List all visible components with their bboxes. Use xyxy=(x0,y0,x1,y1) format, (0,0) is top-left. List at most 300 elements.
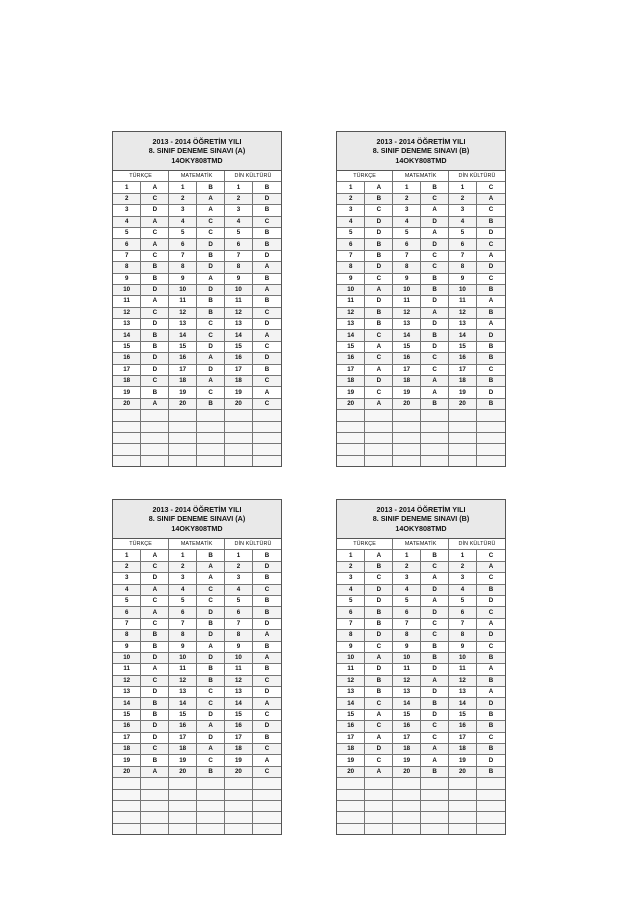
table-row xyxy=(113,744,281,755)
answer-letter: C xyxy=(421,353,449,364)
subject-header: DİN KÜLTÜRÜ xyxy=(225,171,282,182)
answer-letter: A xyxy=(252,755,281,766)
question-number: 7 xyxy=(393,250,421,261)
answer-letter: A xyxy=(421,205,449,216)
empty-cell xyxy=(337,455,365,466)
question-number: 7 xyxy=(449,250,477,261)
answer-letter: A xyxy=(476,687,505,698)
table-row xyxy=(337,250,505,261)
question-number: 11 xyxy=(337,296,365,307)
question-number: 8 xyxy=(225,630,253,641)
answer-letter: D xyxy=(197,652,225,663)
answer-letter: D xyxy=(197,364,225,375)
answer-letter: B xyxy=(476,398,505,409)
answer-letter: C xyxy=(476,364,505,375)
answer-letter: B xyxy=(197,618,225,629)
question-number: 8 xyxy=(337,262,365,273)
table-row xyxy=(337,755,505,766)
question-number: 2 xyxy=(169,193,197,204)
empty-cell xyxy=(225,444,253,455)
table-row xyxy=(337,709,505,720)
question-number: 18 xyxy=(169,744,197,755)
answer-letter: A xyxy=(252,630,281,641)
empty-cell xyxy=(337,444,365,455)
table-row xyxy=(113,216,281,227)
question-number: 4 xyxy=(337,584,365,595)
answer-letter: D xyxy=(141,353,169,364)
empty-cell xyxy=(365,800,393,811)
answer-letter: D xyxy=(141,687,169,698)
answer-key-card-a-top xyxy=(112,131,282,467)
question-number: 14 xyxy=(449,698,477,709)
empty-cell xyxy=(141,444,169,455)
question-number: 12 xyxy=(337,307,365,318)
answer-letter: D xyxy=(421,239,449,250)
question-number: 9 xyxy=(225,641,253,652)
question-number: 4 xyxy=(113,584,141,595)
table-row xyxy=(113,182,281,193)
answer-letter: D xyxy=(476,330,505,341)
answer-letter: C xyxy=(365,641,393,652)
question-number: 3 xyxy=(337,573,365,584)
answer-letter: A xyxy=(365,550,393,561)
question-number: 10 xyxy=(225,284,253,295)
answer-letter: D xyxy=(421,709,449,720)
answer-letter: C xyxy=(421,262,449,273)
question-number: 18 xyxy=(225,744,253,755)
table-row xyxy=(113,364,281,375)
subject-header: DİN KÜLTÜRÜ xyxy=(225,539,282,550)
question-number: 1 xyxy=(225,182,253,193)
answer-letter: C xyxy=(197,595,225,606)
question-number: 11 xyxy=(169,296,197,307)
question-number: 17 xyxy=(113,364,141,375)
subject-header: MATEMATİK xyxy=(169,539,225,550)
empty-cell xyxy=(365,421,393,432)
empty-cell xyxy=(197,778,225,789)
question-number: 6 xyxy=(113,607,141,618)
answer-letter: A xyxy=(197,205,225,216)
answer-letter: B xyxy=(476,744,505,755)
question-number: 10 xyxy=(113,652,141,663)
answer-letter: D xyxy=(365,376,393,387)
answer-letter: B xyxy=(476,675,505,686)
table-row xyxy=(337,319,505,330)
answer-letter: D xyxy=(141,573,169,584)
answer-letter: D xyxy=(141,364,169,375)
question-number: 3 xyxy=(113,573,141,584)
answer-letter: D xyxy=(197,732,225,743)
answer-letter: B xyxy=(141,641,169,652)
empty-cell xyxy=(365,812,393,823)
question-number: 10 xyxy=(449,284,477,295)
table-row xyxy=(113,205,281,216)
empty-cell xyxy=(476,410,505,421)
empty-cell xyxy=(113,812,141,823)
question-number: 15 xyxy=(225,709,253,720)
answer-letter: A xyxy=(476,561,505,572)
answer-letter: C xyxy=(476,182,505,193)
question-number: 13 xyxy=(169,319,197,330)
table-row xyxy=(337,561,505,572)
answer-letter: C xyxy=(476,550,505,561)
question-number: 9 xyxy=(225,273,253,284)
question-number: 18 xyxy=(113,376,141,387)
question-number: 16 xyxy=(113,353,141,364)
empty-cell xyxy=(169,444,197,455)
empty-cell xyxy=(169,812,197,823)
answer-letter: C xyxy=(197,755,225,766)
answer-letter: D xyxy=(421,319,449,330)
table-row xyxy=(337,721,505,732)
answer-letter: B xyxy=(252,227,281,238)
answer-letter: B xyxy=(365,561,393,572)
empty-cell xyxy=(169,421,197,432)
table-row xyxy=(337,273,505,284)
answer-letter: D xyxy=(476,755,505,766)
table-row xyxy=(113,273,281,284)
question-number: 20 xyxy=(449,766,477,777)
answer-letter: A xyxy=(141,584,169,595)
empty-row xyxy=(337,432,505,443)
answer-letter: C xyxy=(252,744,281,755)
table-row xyxy=(113,227,281,238)
empty-cell xyxy=(169,410,197,421)
answer-letter: A xyxy=(141,766,169,777)
question-number: 6 xyxy=(393,239,421,250)
empty-row xyxy=(113,455,281,466)
empty-cell xyxy=(365,444,393,455)
table-row xyxy=(337,262,505,273)
answer-letter: A xyxy=(252,698,281,709)
question-number: 5 xyxy=(113,227,141,238)
question-number: 14 xyxy=(393,698,421,709)
answer-letter: D xyxy=(365,216,393,227)
answer-letter: C xyxy=(476,239,505,250)
table-row xyxy=(337,227,505,238)
table-row xyxy=(337,675,505,686)
empty-cell xyxy=(449,789,477,800)
answer-letter: D xyxy=(252,250,281,261)
empty-cell xyxy=(449,455,477,466)
answer-letter: A xyxy=(197,641,225,652)
answer-letter: A xyxy=(421,227,449,238)
empty-cell xyxy=(197,410,225,421)
question-number: 6 xyxy=(337,607,365,618)
answer-letter: A xyxy=(141,216,169,227)
table-row xyxy=(113,618,281,629)
empty-cell xyxy=(449,410,477,421)
question-number: 20 xyxy=(393,766,421,777)
question-number: 18 xyxy=(449,376,477,387)
question-number: 9 xyxy=(393,273,421,284)
answer-letter: B xyxy=(141,273,169,284)
empty-cell xyxy=(197,812,225,823)
table-row xyxy=(113,550,281,561)
question-number: 15 xyxy=(337,341,365,352)
empty-cell xyxy=(421,812,449,823)
answer-letter: C xyxy=(365,721,393,732)
question-number: 6 xyxy=(449,239,477,250)
question-number: 20 xyxy=(225,398,253,409)
answer-letter: A xyxy=(252,330,281,341)
table-row xyxy=(113,584,281,595)
answer-letter: D xyxy=(252,319,281,330)
question-number: 16 xyxy=(393,353,421,364)
empty-cell xyxy=(141,823,169,834)
answer-letter: D xyxy=(421,687,449,698)
question-number: 2 xyxy=(449,561,477,572)
answer-letter: A xyxy=(476,618,505,629)
empty-cell xyxy=(476,800,505,811)
question-number: 7 xyxy=(225,250,253,261)
answer-letter: C xyxy=(197,584,225,595)
answer-letter: C xyxy=(252,376,281,387)
answer-letter: B xyxy=(197,296,225,307)
question-number: 3 xyxy=(169,573,197,584)
answer-letter: D xyxy=(252,687,281,698)
answer-letter: C xyxy=(141,227,169,238)
question-number: 19 xyxy=(225,387,253,398)
question-number: 15 xyxy=(449,709,477,720)
answer-letter: A xyxy=(252,652,281,663)
answer-letter: C xyxy=(197,387,225,398)
question-number: 1 xyxy=(169,550,197,561)
question-number: 16 xyxy=(337,721,365,732)
question-number: 6 xyxy=(393,607,421,618)
answer-letter: B xyxy=(365,193,393,204)
answer-letter: D xyxy=(421,664,449,675)
empty-cell xyxy=(225,823,253,834)
question-number: 18 xyxy=(393,376,421,387)
answer-letter: B xyxy=(476,216,505,227)
empty-row xyxy=(337,812,505,823)
answer-letter: C xyxy=(365,205,393,216)
question-number: 1 xyxy=(393,550,421,561)
table-row xyxy=(337,341,505,352)
empty-cell xyxy=(337,789,365,800)
empty-cell xyxy=(169,455,197,466)
question-number: 11 xyxy=(393,296,421,307)
question-number: 4 xyxy=(449,584,477,595)
question-number: 4 xyxy=(225,584,253,595)
empty-cell xyxy=(365,455,393,466)
table-row xyxy=(337,607,505,618)
answer-letter: B xyxy=(197,664,225,675)
table-row xyxy=(113,607,281,618)
answer-letter: B xyxy=(476,353,505,364)
question-number: 2 xyxy=(113,193,141,204)
subject-header: TÜRKÇE xyxy=(113,171,169,182)
answer-letter: A xyxy=(252,284,281,295)
answer-letter: C xyxy=(141,744,169,755)
empty-cell xyxy=(337,432,365,443)
question-number: 9 xyxy=(169,273,197,284)
answer-letter: B xyxy=(197,307,225,318)
question-number: 11 xyxy=(225,296,253,307)
question-number: 14 xyxy=(113,330,141,341)
answer-letter: B xyxy=(476,709,505,720)
answer-letter: B xyxy=(252,664,281,675)
subject-header: TÜRKÇE xyxy=(337,171,393,182)
empty-cell xyxy=(393,789,421,800)
question-number: 3 xyxy=(449,205,477,216)
question-number: 10 xyxy=(169,652,197,663)
question-number: 15 xyxy=(113,341,141,352)
answer-letter: B xyxy=(365,618,393,629)
empty-row xyxy=(337,421,505,432)
empty-cell xyxy=(252,444,281,455)
question-number: 17 xyxy=(169,364,197,375)
answer-letter: A xyxy=(252,262,281,273)
empty-cell xyxy=(476,789,505,800)
question-number: 5 xyxy=(113,595,141,606)
question-number: 9 xyxy=(449,641,477,652)
answer-letter: D xyxy=(476,262,505,273)
question-number: 12 xyxy=(393,307,421,318)
empty-cell xyxy=(421,421,449,432)
answer-letter: B xyxy=(365,687,393,698)
empty-cell xyxy=(113,789,141,800)
question-number: 6 xyxy=(169,607,197,618)
answer-letter: B xyxy=(365,319,393,330)
table-row xyxy=(113,376,281,387)
answer-letter: D xyxy=(197,607,225,618)
question-number: 10 xyxy=(449,652,477,663)
empty-row xyxy=(113,800,281,811)
question-number: 15 xyxy=(113,709,141,720)
empty-cell xyxy=(197,789,225,800)
answer-letter: D xyxy=(476,387,505,398)
subject-header: DİN KÜLTÜRÜ xyxy=(449,171,506,182)
answer-letter: B xyxy=(252,273,281,284)
empty-cell xyxy=(476,432,505,443)
empty-cell xyxy=(252,800,281,811)
question-number: 18 xyxy=(225,376,253,387)
subject-header: MATEMATİK xyxy=(393,539,449,550)
answer-letter: B xyxy=(141,755,169,766)
table-row xyxy=(337,364,505,375)
question-number: 14 xyxy=(225,330,253,341)
question-number: 17 xyxy=(169,732,197,743)
answer-letter: B xyxy=(476,376,505,387)
answer-letter: A xyxy=(141,296,169,307)
empty-cell xyxy=(365,789,393,800)
table-row xyxy=(337,618,505,629)
answer-letter: C xyxy=(476,607,505,618)
empty-cell xyxy=(337,410,365,421)
question-number: 14 xyxy=(393,330,421,341)
question-number: 4 xyxy=(169,584,197,595)
answer-letter: C xyxy=(197,330,225,341)
question-number: 7 xyxy=(337,618,365,629)
answer-letter: C xyxy=(365,273,393,284)
question-number: 20 xyxy=(113,398,141,409)
question-number: 13 xyxy=(449,687,477,698)
answer-letter: A xyxy=(141,607,169,618)
answer-letter: B xyxy=(421,766,449,777)
answer-letter: C xyxy=(197,698,225,709)
answer-key-card-b-top xyxy=(336,131,506,467)
empty-cell xyxy=(365,823,393,834)
question-number: 10 xyxy=(393,652,421,663)
table-row xyxy=(113,262,281,273)
table-row xyxy=(337,216,505,227)
empty-cell xyxy=(337,812,365,823)
question-number: 5 xyxy=(337,595,365,606)
question-number: 6 xyxy=(337,239,365,250)
answer-letter: D xyxy=(252,721,281,732)
answer-letter: B xyxy=(252,607,281,618)
question-number: 12 xyxy=(169,307,197,318)
table-row xyxy=(113,307,281,318)
empty-cell xyxy=(141,421,169,432)
table-row xyxy=(113,193,281,204)
answer-letter: B xyxy=(421,284,449,295)
question-number: 14 xyxy=(337,698,365,709)
empty-cell xyxy=(476,444,505,455)
empty-cell xyxy=(421,823,449,834)
question-number: 17 xyxy=(225,732,253,743)
question-number: 5 xyxy=(169,595,197,606)
answer-letter: A xyxy=(421,573,449,584)
question-number: 13 xyxy=(449,319,477,330)
question-number: 11 xyxy=(393,664,421,675)
answer-letter: A xyxy=(141,550,169,561)
table-row xyxy=(337,284,505,295)
question-number: 14 xyxy=(169,330,197,341)
empty-cell xyxy=(449,444,477,455)
empty-cell xyxy=(141,778,169,789)
table-row xyxy=(113,319,281,330)
question-number: 12 xyxy=(393,675,421,686)
empty-row xyxy=(113,432,281,443)
question-number: 13 xyxy=(393,687,421,698)
question-number: 20 xyxy=(169,766,197,777)
table-row xyxy=(337,744,505,755)
question-number: 18 xyxy=(449,744,477,755)
school-year-title: 2013 - 2014 ÖĞRETİM YILI xyxy=(152,504,242,514)
question-number: 8 xyxy=(113,630,141,641)
question-number: 1 xyxy=(113,550,141,561)
answer-key-card-a-bottom xyxy=(112,499,282,835)
empty-row xyxy=(113,778,281,789)
subject-header: TÜRKÇE xyxy=(113,539,169,550)
answer-letter: B xyxy=(252,205,281,216)
exam-code: 14OKY808TMD xyxy=(171,155,223,165)
empty-cell xyxy=(197,455,225,466)
empty-cell xyxy=(169,778,197,789)
empty-cell xyxy=(225,410,253,421)
question-number: 13 xyxy=(393,319,421,330)
card-header xyxy=(113,132,281,171)
empty-row xyxy=(337,823,505,834)
empty-cell xyxy=(113,410,141,421)
answer-letter: D xyxy=(365,296,393,307)
empty-cell xyxy=(449,432,477,443)
question-number: 8 xyxy=(169,630,197,641)
answer-letter: D xyxy=(252,618,281,629)
answer-letter: C xyxy=(141,595,169,606)
question-number: 7 xyxy=(337,250,365,261)
answer-letter: A xyxy=(421,675,449,686)
empty-cell xyxy=(421,455,449,466)
answer-letter: A xyxy=(141,182,169,193)
question-number: 20 xyxy=(225,766,253,777)
exam-name: 8. SINIF DENEME SINAVI (B) xyxy=(372,514,470,524)
question-number: 13 xyxy=(225,319,253,330)
empty-cell xyxy=(113,432,141,443)
